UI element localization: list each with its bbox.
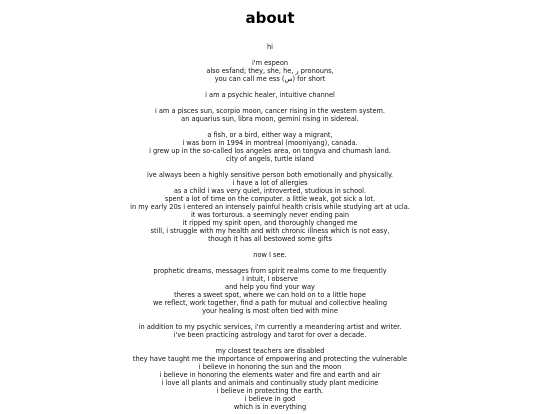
text-line: it was torturous. a seemingly never ending pain <box>190 211 350 219</box>
text-line: as a child i was very quiet, introverted, studious in school. <box>173 187 367 195</box>
paragraph <box>0 107 540 123</box>
paragraph <box>0 323 540 339</box>
text-line: city of angels, turtle island <box>226 155 314 163</box>
text-line: spent a lot of time on the computer. a little weak, got sick a lot. <box>164 195 376 203</box>
text-line: your healing is most often tied with mine <box>202 307 338 315</box>
text-line: still, i struggle with my health and with chronic illness which is not easy, <box>150 227 390 235</box>
about-page <box>0 9 540 414</box>
paragraph <box>0 347 540 411</box>
text-line: theres a sweet spot, where we can hold on to a little hope <box>174 291 366 299</box>
text-line: a fish, or a bird, either way a migrant, <box>207 131 333 139</box>
text-line: i believe in god <box>244 395 296 403</box>
text-line: i am a pisces sun, scorpio moon, cancer rising in the western system. <box>154 107 386 115</box>
text-line: prophetic dreams, messages from spirit realms come to me frequently <box>153 267 387 275</box>
paragraph <box>0 59 540 83</box>
about-content <box>0 43 540 411</box>
text-line: also esfand; they, she, he, ر pronouns, <box>206 67 334 75</box>
text-line: i'm espeon <box>251 59 289 67</box>
text-line: i believe in protecting the earth. <box>216 387 324 395</box>
text-line: in my early 20s i entered an intensely painful health crisis while studying art at ucla. <box>130 203 410 211</box>
text-line: an aquarius sun, libra moon, gemini rising in sidereal. <box>181 115 359 123</box>
text-line: i've been practicing astrology and tarot for over a decade. <box>173 331 367 339</box>
paragraph <box>0 251 540 259</box>
text-line: and help you find your way <box>225 283 315 291</box>
text-line: i have a lot of allergies <box>232 179 308 187</box>
paragraph <box>0 91 540 99</box>
text-line: my closest teachers are disabled <box>215 347 325 355</box>
text-line: in addition to my psychic services, i'm currently a meandering artist and writer. <box>138 323 402 331</box>
paragraph <box>0 43 540 51</box>
text-line: i am a psychic healer, intuitive channel <box>205 91 335 99</box>
text-line: though it has all bestowed some gifts <box>208 235 332 243</box>
text-line: ive always been a highly sensitive person both emotionally and physically. <box>147 171 393 179</box>
text-line: i believe in honoring the sun and the moon <box>198 363 342 371</box>
paragraph <box>0 131 540 163</box>
page-title: about <box>245 9 295 27</box>
paragraph <box>0 267 540 315</box>
paragraph <box>0 171 540 243</box>
text-line: which is in everything <box>233 403 307 411</box>
text-line: now I see. <box>253 251 287 259</box>
text-line: i believe in honoring the elements water and fire and earth and air <box>159 371 381 379</box>
text-line: they have taught me the importance of empowering and protecting the vulnerable <box>132 355 408 363</box>
text-line: you can call me ess (س) for short <box>214 75 326 83</box>
text-line: i was born in 1994 in montreal (mooniyang), canada. <box>182 139 358 147</box>
text-line: hi <box>266 43 273 51</box>
text-line: i love all plants and animals and continually study plant medicine <box>161 379 379 387</box>
text-line: i grew up in the so-called los angeles area, on tongva and chumash land. <box>149 147 391 155</box>
text-line: I intuit, I observe <box>242 275 298 283</box>
text-line: it ripped my spirit open, and thoroughly changed me <box>182 219 358 227</box>
text-line: we reflect, work together, find a path for mutual and collective healing <box>152 299 388 307</box>
